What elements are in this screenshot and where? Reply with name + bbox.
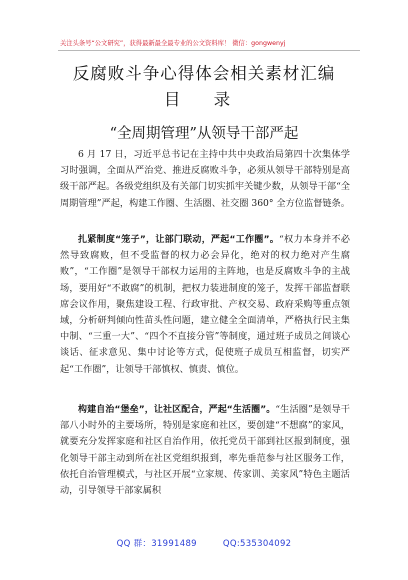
- paragraph-life-circle: [60, 402, 350, 532]
- header-divider: [58, 50, 360, 51]
- article-title: “全周期管理”从领导干部严起: [109, 126, 299, 142]
- paragraph-work-circle: [60, 232, 350, 402]
- footer-contact: [0, 537, 408, 549]
- document-subtitle: 目 录: [163, 90, 245, 109]
- footer-qq-number: QQ:535304092: [222, 539, 292, 549]
- paragraph-intro: 6 月 17 日，习近平总书记在主持中共中央政治局第四十次集体学习时强调，全面从严治党、推进反腐败斗争，必须从领导干部特别是高级干部严起。各级党组织及有关部门切实抓牢关键少数，从领导干部“全周期管理”严起，构建工作圈、生活圈、社交圈 360° 全方位监督链条。: [60, 149, 350, 209]
- header-promo-text: 关注头条号“公文研究”，获得最新最全最专业的公文资料库！ 微信：gongwenyj: [60, 40, 286, 47]
- paragraph-lead-life-circle: 构建自治“堡垒”，让社区配合，严起“生活圈”。: [78, 405, 276, 415]
- paragraph-body-life-circle: “生活圈”是领导干部八小时外的主要场所，特别是家庭和社区，要创建“不想腐”的家风，就要充分发挥家庭和社区自治作用，依托党员干部到社区报到制度，强化领导干部主动到所在社区党组织报到，率先垂范参与社区服务工作，依托自治管理模式，与社区开展“立家规、传家训、美家风”特色主题活动，引导领导干部家属积: [60, 404, 350, 497]
- footer-qq-group: QQ 群：31991489: [116, 539, 197, 549]
- document-title: 反腐败斗争心得体会相关素材汇编: [72, 64, 336, 83]
- paragraph-body-work-circle: “权力本身并不必然导致腐败，但不受监督的权力必会异化，绝对的权力绝对产生腐败”，“工作圈”是领导干部权力运用的主阵地，也是反腐败斗争的主战场，要用好“不敢腐”的机制，把权力装进制度的笼子，发挥干部监督联席会议作用，聚焦建设工程、行政审批、产权交易、政府采购等重点领域，分析研判倾向性苗头性问题，建立健全全面清单，严格执行民主集中制、“三重一大”、“四个不直接分管”等制度，通过班子成员之间谈心谈话、征求意见、集中讨论等方式，促使班子成员互相监督，切实严起“工作圈”，让领导干部慎权、慎责、慎位。: [60, 234, 350, 375]
- paragraph-lead-work-circle: 扎紧制度“笼子”，让部门联动，严起“工作圈”。: [78, 235, 280, 245]
